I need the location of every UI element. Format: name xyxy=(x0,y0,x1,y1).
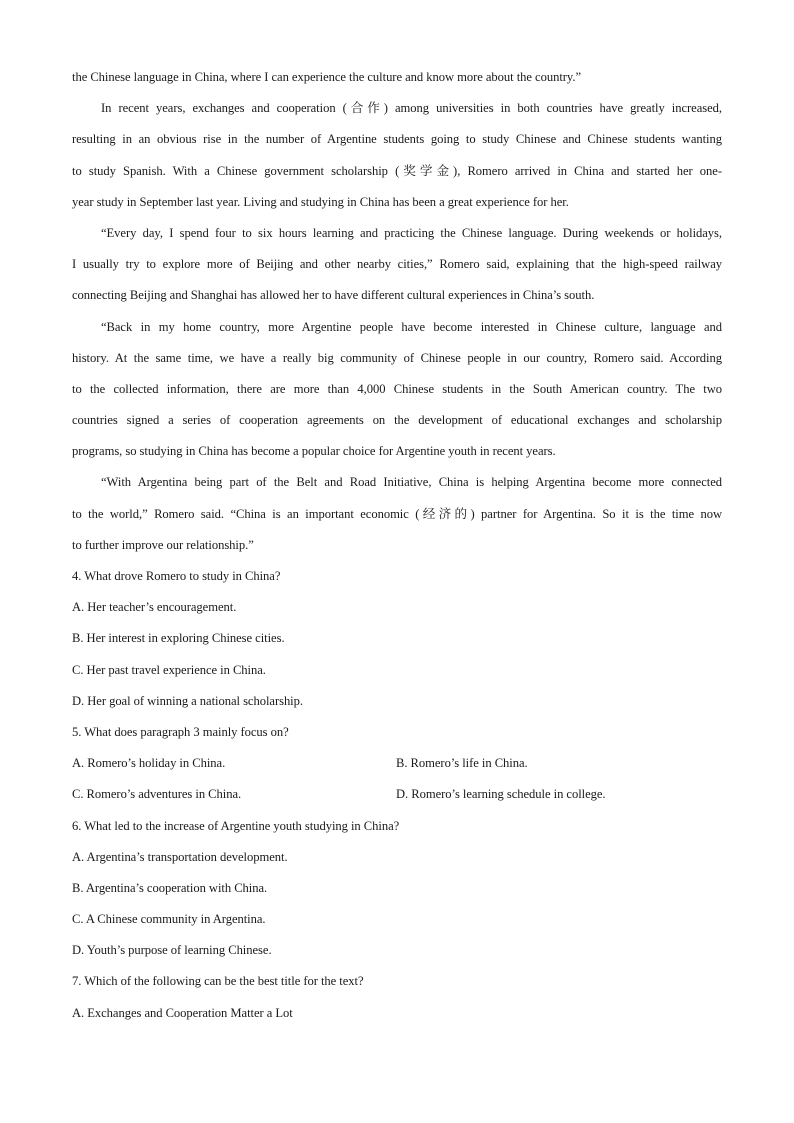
answer-option-a[interactable]: A. Her teacher’s encouragement. xyxy=(72,600,237,615)
question-7 xyxy=(72,966,722,1028)
answer-option-a[interactable]: A. Exchanges and Cooperation Matter a Lot xyxy=(72,1005,293,1020)
question-6 xyxy=(72,811,722,967)
passage-line: year study in September last year. Living and studying in China has been a great experience for her. xyxy=(72,194,569,209)
passage-line: to further improve our relationship.” xyxy=(72,537,254,552)
passage-line: In recent years, exchanges and cooperation (合作) among universities in both countries have greatly increased, xyxy=(101,101,722,116)
answer-option-c[interactable]: C. A Chinese community in Argentina. xyxy=(72,912,266,927)
option-row xyxy=(72,779,722,810)
option-row xyxy=(72,748,722,779)
question-stem: 7. Which of the following can be the best title for the text? xyxy=(72,974,364,989)
answer-option-b[interactable]: B. Romero’s life in China. xyxy=(396,756,528,771)
answer-option-d[interactable]: D. Her goal of winning a national scholarship. xyxy=(72,693,303,708)
passage-line: “Every day, I spend four to six hours learning and practicing the Chinese language. During weekends or holidays, xyxy=(101,225,722,240)
passage xyxy=(72,62,722,561)
answer-option-d[interactable]: D. Romero’s learning schedule in college. xyxy=(396,787,606,802)
document-page xyxy=(72,62,722,1029)
passage-line: “With Argentina being part of the Belt and Road Initiative, China is helping Argentina become more connected xyxy=(101,475,722,490)
answer-option-b[interactable]: B. Argentina’s cooperation with China. xyxy=(72,880,268,895)
passage-line: to study Spanish. With a Chinese government scholarship (奖学金), Romero arrived in China and started her one- xyxy=(72,163,722,178)
passage-line: resulting in an obvious rise in the number of Argentine students going to study Chinese and Chinese students wanting xyxy=(72,132,722,147)
answer-option-a[interactable]: A. Romero’s holiday in China. xyxy=(72,756,226,771)
passage-line: to the collected information, there are more than 4,000 Chinese students in the South American country. The two xyxy=(72,381,722,396)
passage-line: countries signed a series of cooperation agreements on the development of educational exchanges and scholarship xyxy=(72,413,722,428)
passage-line: I usually try to explore more of Beijing and other nearby cities,” Romero said, explaining that the high-speed railway xyxy=(72,257,722,272)
answer-option-c[interactable]: C. Her past travel experience in China. xyxy=(72,662,266,677)
answer-option-d[interactable]: D. Youth’s purpose of learning Chinese. xyxy=(72,943,272,958)
passage-line: connecting Beijing and Shanghai has allowed her to have different cultural experiences in China’s south. xyxy=(72,288,595,303)
answer-option-a[interactable]: A. Argentina’s transportation development. xyxy=(72,849,288,864)
question-5 xyxy=(72,717,722,811)
passage-line: “Back in my home country, more Argentine people have become interested in Chinese culture, language and xyxy=(101,319,722,334)
answer-option-c[interactable]: C. Romero’s adventures in China. xyxy=(72,787,242,802)
passage-line: the Chinese language in China, where I can experience the culture and know more about the country.” xyxy=(72,70,581,84)
passage-line: to the world,” Romero said. “China is an important economic (经济的) partner for Argentina. So it is the time now xyxy=(72,506,722,521)
question-stem: 6. What led to the increase of Argentine youth studying in China? xyxy=(72,818,400,833)
answer-option-b[interactable]: B. Her interest in exploring Chinese cities. xyxy=(72,631,285,646)
question-stem: 4. What drove Romero to study in China? xyxy=(72,569,281,583)
passage-line: history. At the same time, we have a really big community of Chinese people in our country, Romero said. According xyxy=(72,350,722,365)
question-stem: 5. What does paragraph 3 mainly focus on? xyxy=(72,724,289,739)
question-4 xyxy=(72,561,722,717)
passage-line: programs, so studying in China has become a popular choice for Argentine youth in recent years. xyxy=(72,444,556,459)
